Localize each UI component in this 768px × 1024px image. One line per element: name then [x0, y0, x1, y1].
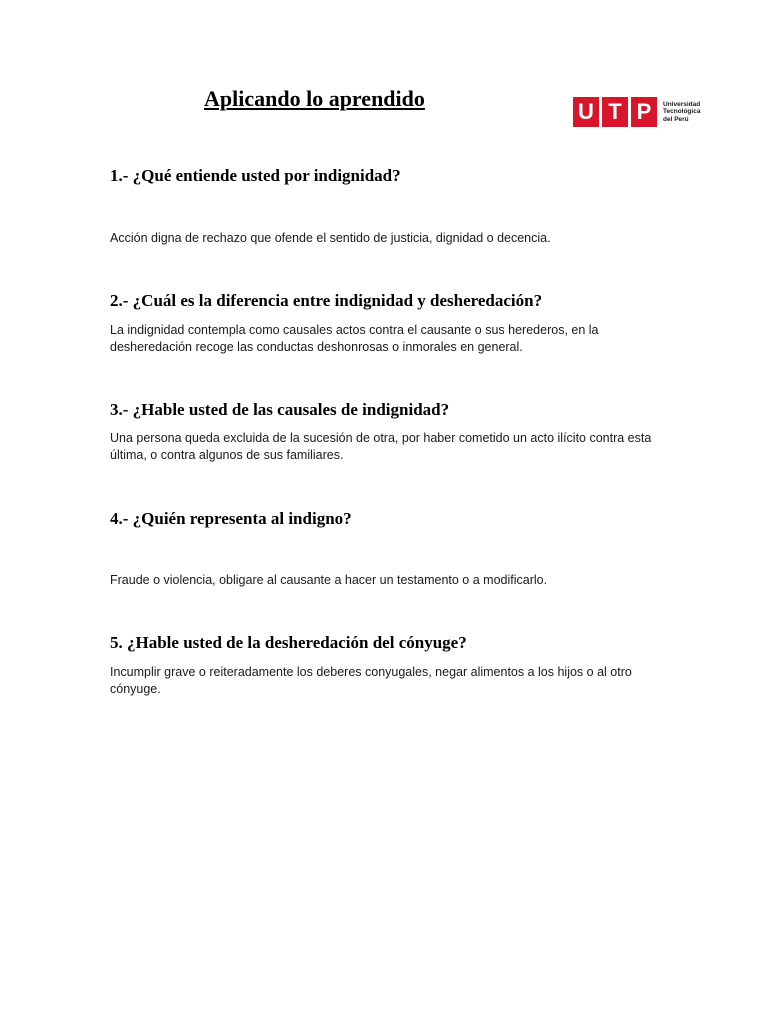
logo-text [663, 101, 700, 124]
logo-letter-u: U [573, 97, 599, 127]
utp-logo [573, 97, 700, 127]
logo-line-2: Tecnológica [663, 108, 701, 116]
logo-line-3: del Perú [663, 115, 689, 123]
logo-line-1: Universidad [663, 100, 701, 108]
question-4: 4.- ¿Quién representa al indigno? [110, 509, 352, 528]
question-3: 3.- ¿Hable usted de las causales de indignidad? [110, 400, 450, 419]
question-1: 1.- ¿Qué entiende usted por indignidad? [110, 166, 401, 185]
answer-3: Una persona queda excluida de la sucesión de otra, por haber cometido un acto ilícito contra esta última, o contra algunos de sus familiares. [110, 431, 652, 462]
page-title: Aplicando lo aprendido [204, 86, 425, 111]
answer-5: Incumplir grave o reiteradamente los deberes conyugales, negar alimentos a los hijos o al otro cónyuge. [110, 665, 632, 696]
logo-letter-p: P [631, 97, 657, 127]
answer-1: Acción digna de rechazo que ofende el sentido de justicia, dignidad o decencia. [110, 231, 551, 245]
question-2: 2.- ¿Cuál es la diferencia entre indignidad y desheredación? [110, 291, 543, 310]
answer-2: La indignidad contempla como causales actos contra el causante o sus herederos, en la desheredación recoge las conductas deshonrosas o inmorales en general. [110, 323, 599, 354]
answer-4: Fraude o violencia, obligare al causante a hacer un testamento o a modificarlo. [110, 573, 548, 587]
logo-letter-t: T [602, 97, 628, 127]
question-5: 5. ¿Hable usted de la desheredación del cónyuge? [110, 633, 467, 652]
